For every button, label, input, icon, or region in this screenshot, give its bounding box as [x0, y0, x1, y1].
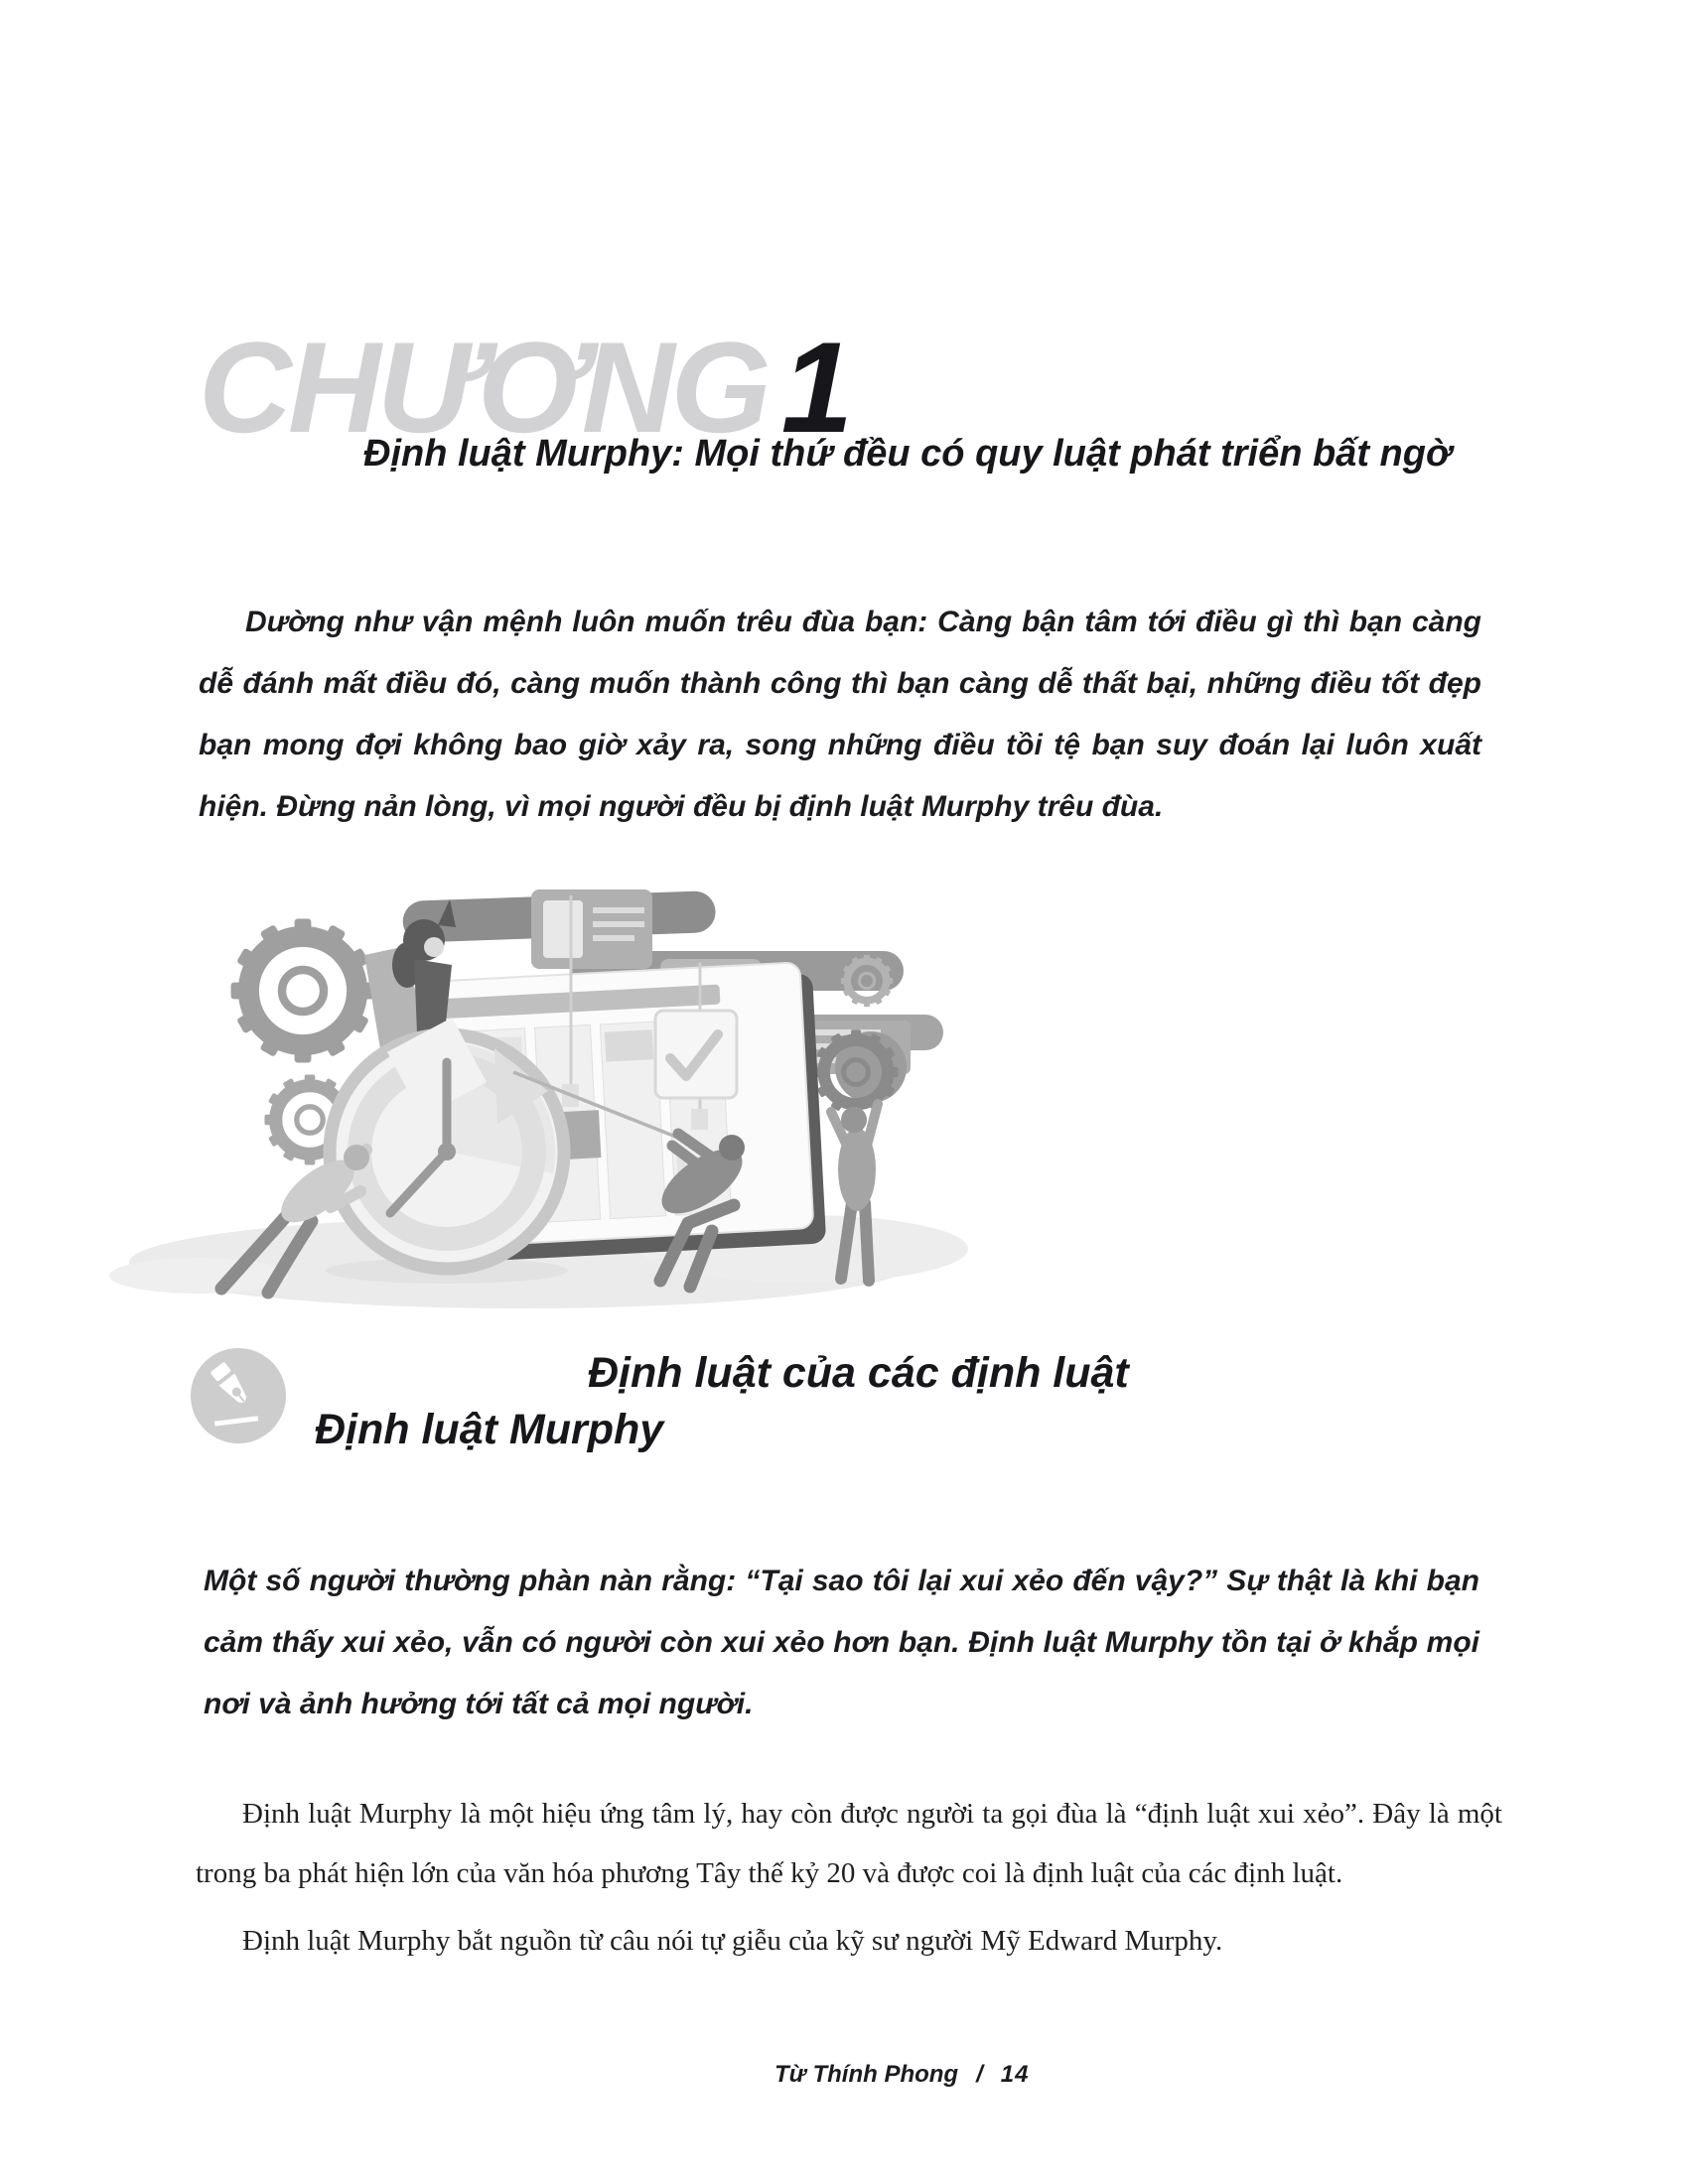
time-planning-illustration	[104, 864, 983, 1320]
intro-paragraph: Dường như vận mệnh luôn muốn trêu đùa bạn: Càng bận tâm tới điều gì thì bạn càng dễ đánh mất điều đó, càng muốn thành công thì bạn càng dễ thất bại, những điều tốt đẹp bạn mong đợi không bao giờ xảy ra, song những điều tồi tệ bạn suy đoán lại luôn xuất hiện. Đừng nản lòng, vì mọi người đều bị định luật Murphy trêu đùa.	[199, 606, 1481, 823]
checkmark-card	[655, 1011, 737, 1098]
chapter-title: Định luật Murphy: Mọi thứ đều có quy luật phát triển bất ngờ	[363, 432, 1452, 475]
lead-paragraph: Một số người thường phàn nàn rằng: “Tại sao tôi lại xui xẻo đến vậy?” Sự thật là khi bạn cảm thấy xui xẻo, vẫn có người còn xui xẻo hơn bạn. Định luật Murphy tồn tại ở khắp mọi nơi và ảnh hưởng tới tất cả mọi người.	[204, 1565, 1479, 1720]
footer-separator: /	[976, 2061, 983, 2088]
section-superheading: Định luật của các định luật	[588, 1349, 1129, 1397]
gear-icon	[231, 919, 375, 1063]
body-paragraph: Định luật Murphy là một hiệu ứng tâm lý, hay còn được người ta gọi đùa là “định luật xui xẻo”. Đây là một trong ba phát hiện lớn của văn hóa phương Tây thế kỷ 20 và được coi là định luật của các định luật.	[196, 1798, 1502, 1889]
section-heading: Định luật Murphy	[315, 1406, 664, 1453]
chapter-label: CHƯƠNG	[199, 315, 768, 461]
section-pen-badge	[191, 1348, 286, 1443]
page-footer	[774, 2061, 1029, 2089]
footer-author: Từ Thính Phong	[774, 2061, 959, 2088]
footer-page-number: 14	[1000, 2061, 1030, 2088]
chapter-number: 1	[780, 315, 850, 461]
body-paragraph: Định luật Murphy bắt nguồn từ câu nói tự giễu của kỹ sư người Mỹ Edward Murphy.	[242, 1925, 1223, 1957]
document-card	[531, 889, 652, 969]
